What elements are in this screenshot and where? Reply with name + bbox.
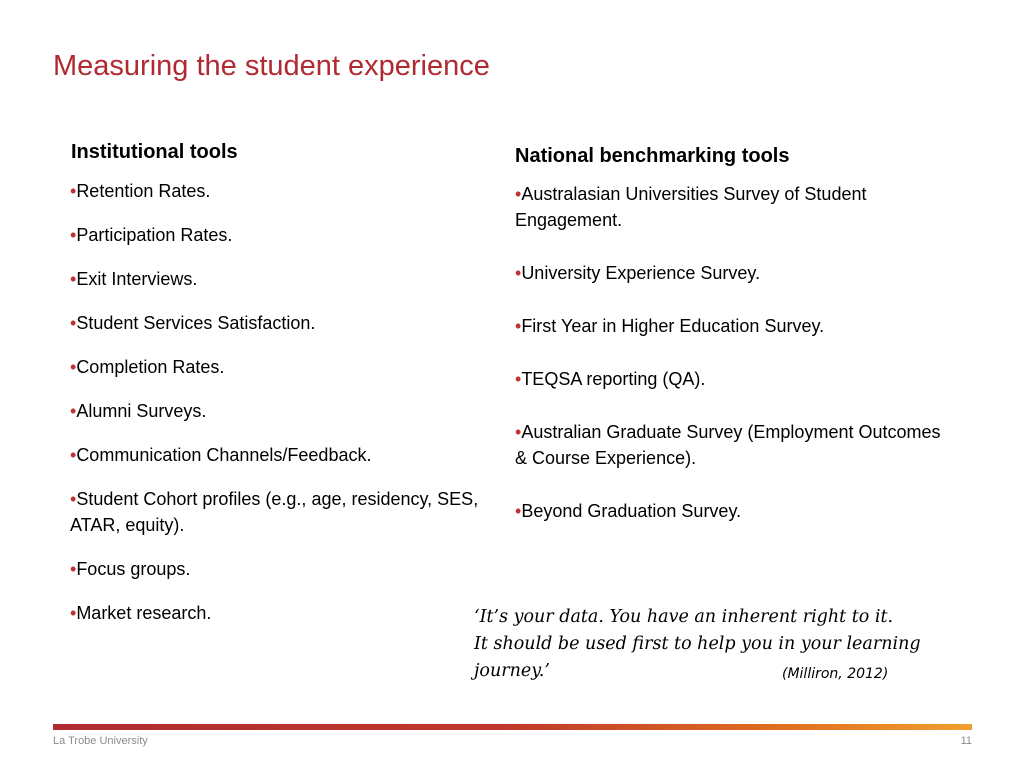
list-item: •Retention Rates.: [70, 181, 211, 201]
list-item: •Beyond Graduation Survey.: [515, 501, 742, 521]
national-benchmarking-column: [515, 144, 945, 551]
list-item: •Communication Channels/Feedback.: [70, 445, 372, 465]
list-item: •Focus groups.: [70, 559, 191, 579]
bullet-icon: •: [70, 225, 77, 245]
list-item: •Student Services Satisfaction.: [70, 313, 316, 333]
quote-line-3: journey.’: [474, 661, 550, 681]
bullet-icon: •: [515, 422, 522, 442]
footer-institution: La Trobe University: [53, 735, 148, 747]
list-item: •Exit Interviews.: [70, 269, 198, 289]
bullet-icon: •: [70, 357, 77, 377]
bullet-icon: •: [515, 263, 522, 283]
institutional-tools-list: [71, 178, 496, 626]
institutional-tools-heading: Institutional tools: [71, 141, 238, 163]
list-item: •Completion Rates.: [70, 357, 225, 377]
bullet-icon: •: [70, 313, 77, 333]
bullet-icon: •: [70, 489, 77, 509]
page-number: 11: [960, 735, 972, 747]
list-item: •Participation Rates.: [70, 225, 233, 245]
list-item: •TEQSA reporting (QA).: [515, 369, 706, 389]
bullet-icon: •: [70, 269, 77, 289]
national-benchmarking-list: [515, 181, 945, 524]
national-benchmarking-heading: National benchmarking tools: [515, 145, 790, 167]
bullet-icon: •: [70, 559, 77, 579]
footer-divider: [53, 724, 972, 730]
list-item: •Alumni Surveys.: [70, 401, 207, 421]
quote-line-2: It should be used first to help you in your learning: [474, 634, 921, 654]
list-item: •University Experience Survey.: [515, 263, 761, 283]
bullet-icon: •: [70, 445, 77, 465]
institutional-tools-column: [71, 140, 496, 644]
bullet-icon: •: [515, 501, 522, 521]
slide-title: Measuring the student experience: [53, 50, 490, 82]
bullet-icon: •: [70, 603, 77, 623]
list-item: •Australasian Universities Survey of Student Engagement.: [515, 184, 867, 230]
bullet-icon: •: [70, 181, 77, 201]
list-item: •First Year in Higher Education Survey.: [515, 316, 825, 336]
milliron-quote: [474, 604, 954, 685]
list-item: •Market research.: [70, 603, 212, 623]
bullet-icon: •: [515, 369, 522, 389]
quote-line-1: ‘It’s your data. You have an inherent right to it.: [474, 607, 894, 627]
list-item: •Australian Graduate Survey (Employment Outcomes & Course Experience).: [515, 422, 941, 468]
quote-citation: (Milliron, 2012): [782, 666, 889, 682]
bullet-icon: •: [70, 401, 77, 421]
bullet-icon: •: [515, 184, 522, 204]
bullet-icon: •: [515, 316, 522, 336]
list-item: •Student Cohort profiles (e.g., age, residency, SES, ATAR, equity).: [70, 489, 479, 535]
